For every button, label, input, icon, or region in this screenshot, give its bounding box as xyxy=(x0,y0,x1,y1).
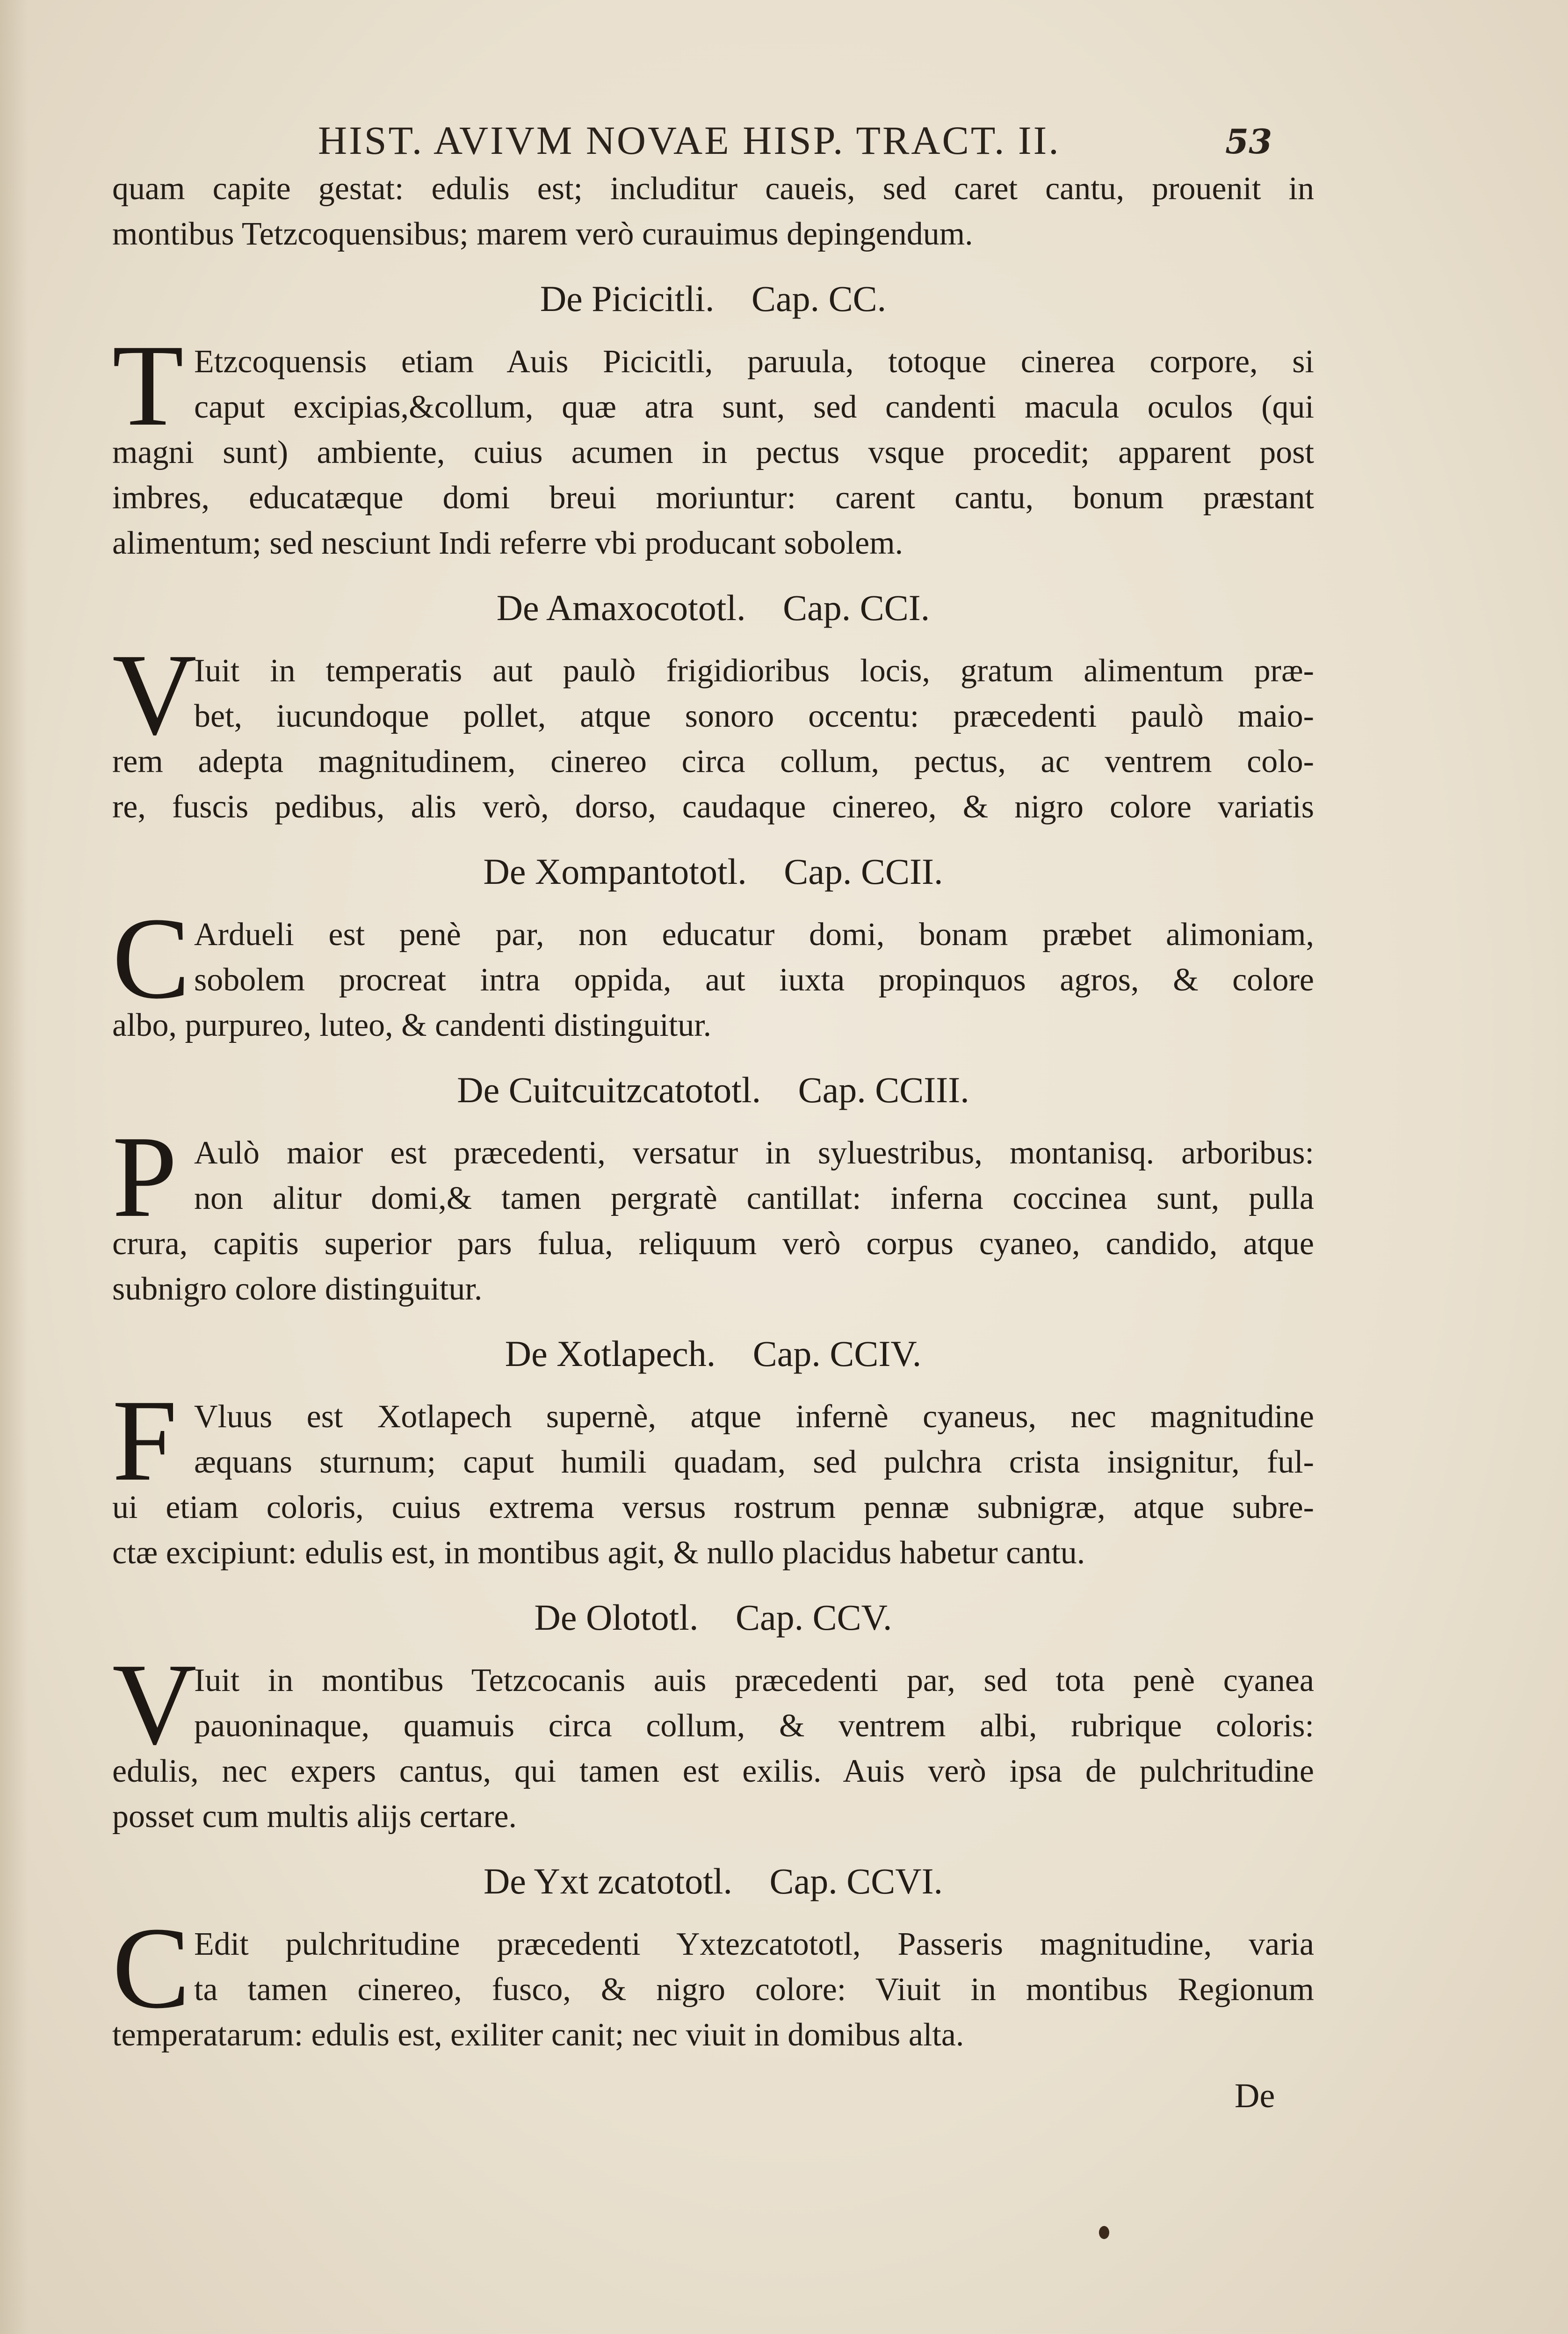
drop-cap: P xyxy=(112,1112,178,1242)
text-block xyxy=(112,166,1314,2058)
chapter-title: De Olototl. xyxy=(534,1597,699,1638)
ink-blot xyxy=(1099,2226,1109,2239)
chapter-title: De Cuitcuitzcatototl. xyxy=(457,1069,761,1110)
text-line: æquans sturnum; caput humili quadam, sed pulchra crista insignitur, ful- xyxy=(194,1444,1314,1480)
catchword: De xyxy=(1235,2077,1275,2115)
text-line: Iuit in montibus Tetzcocanis auis præcedenti par, sed tota penè cyanea xyxy=(194,1662,1314,1698)
text-line: bet, iucundoque pollet, atque sonoro occentu: præcedenti paulò maio- xyxy=(194,698,1314,734)
text-line: ui etiam coloris, cuius extrema versus rostrum pennæ subnigræ, atque subre- xyxy=(112,1489,1314,1525)
chapter-title: De Amaxocototl. xyxy=(496,587,746,628)
text-line: non alitur domi,& tamen pergratè cantillat: inferna coccinea sunt, pulla xyxy=(194,1180,1314,1216)
text-line: caput excipias,&collum, quæ atra sunt, sed candenti macula oculos (qui xyxy=(194,389,1314,425)
chapter-heading xyxy=(112,275,1314,322)
chapter-title: De Picicitli. xyxy=(540,278,715,319)
chapter-title: De Xotlapech. xyxy=(505,1333,716,1374)
chapter-number: Cap. CC. xyxy=(751,278,887,319)
text-line: Iuit in temperatis aut paulò frigidioribus locis, gratum alimentum præ- xyxy=(194,653,1314,689)
text-line: posset cum multis alijs certare. xyxy=(112,1799,517,1835)
text-line: rem adepta magnitudinem, cinereo circa collum, pectus, ac ventrem colo- xyxy=(112,744,1314,780)
text-line: alimentum; sed nesciunt Indi referre vbi producant sobolem. xyxy=(112,525,903,561)
text-line: albo, purpureo, luteo, & candenti distinguitur. xyxy=(112,1007,712,1043)
intro-paragraph xyxy=(112,166,1314,257)
chapter-body xyxy=(112,1903,1314,2058)
chapter-body xyxy=(112,321,1314,566)
text-line: Etzcoquensis etiam Auis Picicitli, paruula, totoque cinerea corpore, si xyxy=(194,344,1314,380)
page-edge-shadow xyxy=(0,0,28,2334)
header-title: HIST. AVIVM NOVAE HISP. TRACT. II. xyxy=(318,118,1061,163)
text-line: subnigro colore distinguitur. xyxy=(112,1271,483,1307)
text-line: crura, capitis superior pars fulua, reliquum verò corpus cyaneo, candido, atque xyxy=(112,1226,1314,1262)
chapter-number: Cap. CCII. xyxy=(784,851,943,892)
drop-cap: C xyxy=(112,894,190,1023)
chapter-number: Cap. CCIV. xyxy=(752,1333,922,1374)
chapter-heading xyxy=(112,585,1314,631)
chapter-number: Cap. CCIII. xyxy=(798,1069,969,1110)
text-line: temperatarum: edulis est, exiliter canit; nec viuit in domibus alta. xyxy=(112,2017,964,2053)
text-line: Ardueli est penè par, non educatur domi, bonam præbet alimoniam, xyxy=(194,917,1314,953)
chapter-number: Cap. CCV. xyxy=(735,1597,892,1638)
text-line: magni sunt) ambiente, cuius acumen in pectus vsque procedit; apparent post xyxy=(112,434,1314,470)
text-line: montibus Tetzcoquensibus; marem verò curauimus depingendum. xyxy=(112,216,973,252)
chapter-heading xyxy=(112,1594,1314,1641)
text-line: Aulò maior est præcedenti, versatur in syluestribus, montanisq. arboribus: xyxy=(194,1135,1314,1171)
chapter-body xyxy=(112,894,1314,1048)
chapter-body xyxy=(112,1112,1314,1312)
chapter-body xyxy=(112,1640,1314,1839)
chapter-number: Cap. CCVI. xyxy=(769,1861,943,1901)
drop-cap: V xyxy=(112,630,197,759)
text-line: imbres, educatæque domi breui moriuntur: carent cantu, bonum præstant xyxy=(112,480,1314,516)
chapter-heading xyxy=(112,848,1314,895)
text-line: sobolem procreat intra oppida, aut iuxta propinquos agros, & colore xyxy=(194,962,1314,998)
text-line: ta tamen cinereo, fusco, & nigro colore: Viuit in montibus Regionum xyxy=(194,1972,1314,2008)
chapter-number: Cap. CCI. xyxy=(783,587,930,628)
text-line: re, fuscis pedibus, alis verò, dorso, caudaque cinereo, & nigro colore variatis xyxy=(112,789,1314,825)
drop-cap: T xyxy=(112,321,184,450)
page-number: 53 xyxy=(1225,122,1272,161)
text-line: ctæ excipiunt: edulis est, in montibus agit, & nullo placidus habetur cantu. xyxy=(112,1535,1085,1571)
chapter-heading xyxy=(112,1067,1314,1113)
drop-cap: C xyxy=(112,1903,190,2033)
chapter-title: De Yxt zcatototl. xyxy=(483,1861,733,1901)
drop-cap: F xyxy=(112,1376,178,1505)
running-header xyxy=(0,108,1568,164)
text-line: Vluus est Xotlapech supernè, atque infernè cyaneus, nec magnitudine xyxy=(194,1399,1314,1435)
chapter-heading xyxy=(112,1858,1314,1905)
chapter-body xyxy=(112,1376,1314,1575)
text-line: pauoninaque, quamuis circa collum, & ventrem albi, rubrique coloris: xyxy=(194,1708,1314,1744)
text-line: Edit pulchritudine præcedenti Yxtezcatototl, Passeris magnitudine, varia xyxy=(194,1926,1314,1962)
text-line: edulis, nec expers cantus, qui tamen est exilis. Auis verò ipsa de pulchritudine xyxy=(112,1753,1314,1789)
chapter-body xyxy=(112,630,1314,830)
chapter-title: De Xompantototl. xyxy=(483,851,747,892)
text-line: quam capite gestat: edulis est; includitur caueis, sed caret cantu, prouenit in xyxy=(112,171,1314,207)
chapter-heading xyxy=(112,1330,1314,1377)
drop-cap: V xyxy=(112,1640,197,1769)
